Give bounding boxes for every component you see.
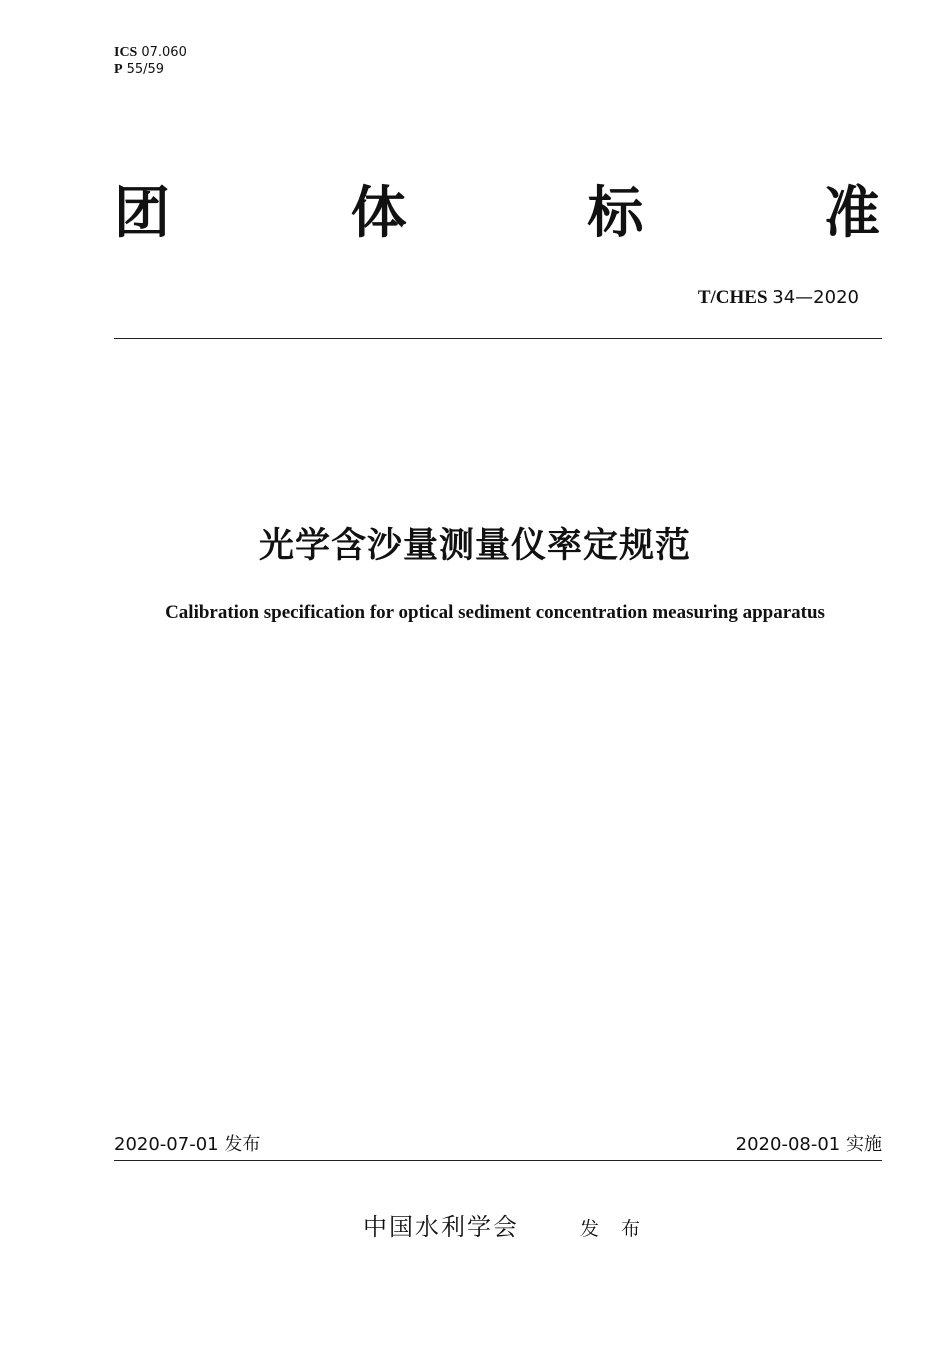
- standard-code-number: 34—2020: [772, 287, 859, 308]
- standard-type-char: 标: [587, 181, 644, 246]
- ics-label: ICS: [114, 45, 138, 60]
- bottom-divider: [114, 1160, 882, 1161]
- classification-block: [114, 44, 187, 78]
- release-date: 2020-07-01 发布: [114, 1134, 261, 1155]
- issue-action: 发 布: [580, 1218, 649, 1240]
- standard-type-char: 团: [114, 181, 170, 246]
- issuing-organization: 中国水利学会: [363, 1213, 519, 1241]
- standard-code: [698, 287, 859, 309]
- ics-line: [114, 44, 187, 61]
- standard-type-heading: [114, 182, 880, 246]
- document-title-english: Calibration specification for optical sediment concentration measuring apparatus: [165, 602, 825, 623]
- document-title-chinese: 光学含沙量测量仪率定规范: [258, 526, 691, 566]
- class-value: 55/59: [126, 62, 165, 77]
- standard-type-char: 准: [823, 181, 880, 246]
- standard-type-char: 体: [350, 181, 407, 246]
- implementation-date: 2020-08-01 实施: [735, 1134, 882, 1155]
- class-label: P: [114, 62, 123, 77]
- class-line: [114, 61, 187, 78]
- ics-value: 07.060: [141, 45, 187, 60]
- top-divider: [114, 338, 882, 339]
- standard-code-prefix: T/CHES: [697, 287, 768, 308]
